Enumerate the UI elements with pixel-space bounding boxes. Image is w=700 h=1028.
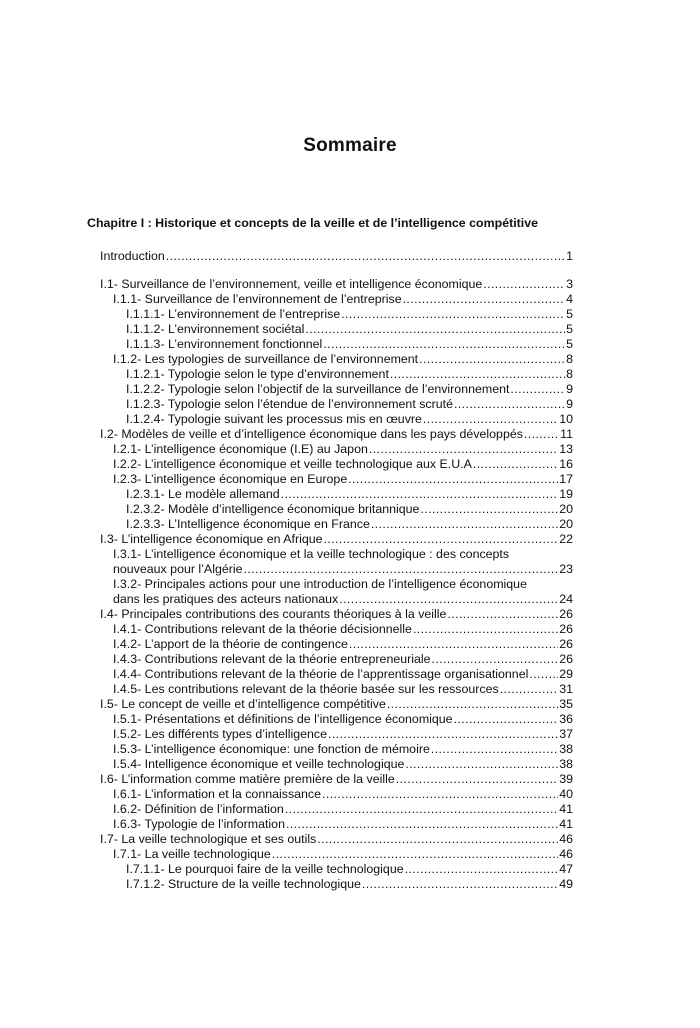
- toc-entry: [100, 532, 573, 547]
- dot-leader: [413, 622, 558, 637]
- toc-entry: [113, 547, 573, 577]
- dot-leader: [454, 712, 559, 727]
- dot-leader: [369, 442, 558, 457]
- toc-entry-row: [100, 832, 573, 847]
- toc-page-number: 19: [559, 487, 573, 501]
- dot-leader: [348, 472, 558, 487]
- toc-entry-title: I.2.3- L’intelligence économique en Europe: [113, 472, 348, 486]
- toc-page-number: 22: [559, 532, 573, 546]
- toc-entry: [113, 292, 573, 307]
- toc-entry-title: Introduction: [100, 249, 165, 263]
- toc-entry: [126, 397, 573, 412]
- toc-page-number: 4: [566, 292, 573, 306]
- toc-entry-title-line: I.3.1- L’intelligence économique et la veille technologique : des concepts: [113, 547, 510, 561]
- toc-entry-title: I.7- La veille technologique et ses outils: [100, 832, 317, 846]
- toc-entry-row: [126, 877, 573, 892]
- toc-entry: [100, 249, 573, 264]
- toc-entry: [113, 787, 573, 802]
- toc-entry-title: I.2.2- L’intelligence économique et veille technologique aux E.U.A: [113, 457, 472, 471]
- toc-entry-row: [113, 292, 573, 307]
- toc-entry-row: [113, 592, 573, 607]
- toc-entry-title: I.7.1.2- Structure de la veille technologique: [126, 877, 361, 891]
- toc-entry: [113, 637, 573, 652]
- toc-entry-row: [113, 652, 573, 667]
- toc-entry-title: I.4.4- Contributions relevant de la théorie de l’apprentissage organisationnel: [113, 667, 529, 681]
- toc-entry-title-line: I.3.2- Principales actions pour une introduction de l’intelligence économique: [113, 577, 527, 591]
- toc-entry-title: I.1.2.1- Typologie selon le type d’environnement: [126, 367, 389, 381]
- toc-entry-row: [126, 382, 573, 397]
- chapter-heading: Chapitre I : Historique et concepts de la veille et de l’intelligence compétitive: [87, 216, 538, 230]
- toc-entry-row: [113, 847, 573, 862]
- toc-entry: [113, 847, 573, 862]
- toc-entry: [126, 322, 573, 337]
- toc-entry: [100, 772, 573, 787]
- toc-entry-title: I.1.1- Surveillance de l’environnement de l’entreprise: [113, 292, 402, 306]
- toc-entry: [100, 277, 573, 292]
- dot-leader: [529, 667, 558, 682]
- toc-entry: [113, 712, 573, 727]
- toc-page-number: 37: [559, 727, 573, 741]
- dot-leader: [483, 277, 565, 292]
- toc-page-number: 24: [559, 592, 573, 606]
- toc-entry-row: [100, 532, 573, 547]
- toc-page-number: 11: [560, 427, 573, 441]
- toc-entry: [126, 862, 573, 877]
- toc-entry-title: I.6.2- Définition de l’information: [113, 802, 284, 816]
- toc-entry-title: I.1.1.2- L’environnement sociétal: [126, 322, 305, 336]
- toc-entry-row: [100, 697, 573, 712]
- toc-page-number: 41: [559, 817, 573, 831]
- toc-entry: [126, 517, 573, 532]
- toc-entry-title: I.5.1- Présentations et définitions de l’intelligence économique: [113, 712, 453, 726]
- toc-entry-row: [113, 817, 573, 832]
- toc-entry-title: I.4.1- Contributions relevant de la théorie décisionnelle: [113, 622, 412, 636]
- toc-page-number: 16: [559, 457, 573, 471]
- dot-leader: [405, 862, 559, 877]
- toc-page-number: 46: [559, 847, 573, 861]
- toc-page-number: 49: [559, 877, 573, 891]
- toc-page-number: 26: [559, 652, 573, 666]
- toc-entry-title: I.4.5- Les contributions relevant de la théorie basée sur les ressources: [113, 682, 499, 696]
- toc-entry-row: [113, 562, 573, 577]
- toc-page-number: 40: [559, 787, 573, 801]
- toc-entry-row: [113, 757, 573, 772]
- toc-entry-row: [126, 487, 573, 502]
- toc-entry-title: I.7.1.1- Le pourquoi faire de la veille technologique: [126, 862, 404, 876]
- dot-leader: [281, 487, 559, 502]
- toc-entry-title: I.5.4- Intelligence économique et veille technologique: [113, 757, 405, 771]
- toc-page-number: 31: [559, 682, 573, 696]
- toc-page-number: 13: [559, 442, 573, 456]
- toc-entry-row: [126, 367, 573, 382]
- toc-page-number: 26: [559, 637, 573, 651]
- toc-entry-row: [113, 442, 573, 457]
- toc-entry-row: [113, 682, 573, 697]
- dot-leader: [362, 877, 558, 892]
- dot-leader: [403, 292, 566, 307]
- dot-leader: [286, 817, 558, 832]
- dot-leader: [305, 322, 565, 337]
- toc-entry-title: I.1.2- Les typologies de surveillance de l’environnement: [113, 352, 419, 366]
- toc-entry-title: I.1.2.4- Typologie suivant les processus mis en œuvre: [126, 412, 422, 426]
- toc-entry: [126, 502, 573, 517]
- toc-entry: [113, 457, 573, 472]
- toc-entry-title: I.2.1- L’intelligence économique (I.E) au Japon: [113, 442, 368, 456]
- toc-page-number: 5: [566, 322, 573, 336]
- toc-entry-title: I.4.2- L’apport de la théorie de contingence: [113, 637, 348, 651]
- toc-entry: [126, 337, 573, 352]
- dot-leader: [419, 352, 565, 367]
- dot-leader: [473, 457, 558, 472]
- toc-entry-row: [126, 862, 573, 877]
- toc-entry-row: [126, 517, 573, 532]
- toc-entry: [100, 832, 573, 847]
- dot-leader: [500, 682, 559, 697]
- dot-leader: [447, 607, 558, 622]
- toc-page-number: 1: [566, 249, 573, 263]
- dot-leader: [405, 757, 558, 772]
- toc-entry: [113, 352, 573, 367]
- dot-leader: [341, 307, 565, 322]
- toc-page-number: 47: [559, 862, 573, 876]
- toc-page-number: 17: [559, 472, 573, 486]
- toc-entry-row: [113, 622, 573, 637]
- toc-entry-row: [113, 457, 573, 472]
- toc-entry: [113, 757, 573, 772]
- toc-entry-title: I.6- L’information comme matière première de la veille: [100, 772, 395, 786]
- toc-page-number: 5: [566, 307, 573, 321]
- toc-entry: [126, 307, 573, 322]
- toc-page-number: 8: [566, 352, 573, 366]
- dot-leader: [524, 427, 559, 442]
- toc-entry: [113, 682, 573, 697]
- dot-leader: [396, 772, 558, 787]
- dot-leader: [349, 637, 558, 652]
- toc-page-number: 3: [566, 277, 573, 291]
- toc-page-number: 38: [559, 757, 573, 771]
- toc-page-number: 29: [559, 667, 573, 681]
- dot-leader: [390, 367, 565, 382]
- toc-page-number: 20: [559, 502, 573, 516]
- toc-entry: [126, 367, 573, 382]
- dot-leader: [371, 517, 558, 532]
- toc-entry-title: I.6.1- L’information et la connaissance: [113, 787, 322, 801]
- dot-leader: [323, 337, 565, 352]
- toc-page-number: 10: [559, 412, 573, 426]
- dot-leader: [285, 802, 558, 817]
- toc-entry-row: [113, 802, 573, 817]
- dot-leader: [166, 249, 565, 264]
- toc-entry-row: [113, 787, 573, 802]
- toc-entry: [113, 577, 573, 607]
- toc-entry: [126, 487, 573, 502]
- toc-entry-title: I.5- Le concept de veille et d’intelligence compétitive: [100, 697, 386, 711]
- toc-page-number: 35: [559, 697, 573, 711]
- toc-page-number: 26: [559, 607, 573, 621]
- toc-entry-row: [113, 667, 573, 682]
- toc-page-number: 5: [566, 337, 573, 351]
- toc-entry: [113, 622, 573, 637]
- toc-entry: [100, 607, 573, 622]
- toc-entry: [113, 667, 573, 682]
- toc-entry-title: I.2.3.1- Le modèle allemand: [126, 487, 280, 501]
- toc-entry-row: [113, 727, 573, 742]
- toc-page-number: 36: [559, 712, 573, 726]
- toc-entry-title: I.2.3.3- L’Intelligence économique en France: [126, 517, 370, 531]
- toc-entry-title: I.5.2- Les différents types d’intelligence: [113, 727, 327, 741]
- toc-entry-title: I.7.1- La veille technologique: [113, 847, 271, 861]
- toc-entry-row: [113, 637, 573, 652]
- dot-leader: [387, 697, 558, 712]
- dot-leader: [328, 727, 558, 742]
- toc-entry: [113, 652, 573, 667]
- dot-leader: [244, 562, 559, 577]
- toc-entry: [113, 802, 573, 817]
- toc-entry: [100, 697, 573, 712]
- toc-entry-row: [113, 472, 573, 487]
- toc-page-number: 8: [566, 367, 573, 381]
- dot-leader: [510, 382, 565, 397]
- toc-entry: [100, 427, 573, 442]
- toc-entry-row: [100, 772, 573, 787]
- dot-leader: [454, 397, 565, 412]
- toc-page-number: 41: [559, 802, 573, 816]
- toc-entry: [113, 727, 573, 742]
- toc-entry-title: I.1.1.1- L’environnement de l’entreprise: [126, 307, 341, 321]
- toc-entry-title: I.4.3- Contributions relevant de la théorie entrepreneuriale: [113, 652, 431, 666]
- dot-leader: [423, 412, 558, 427]
- toc-page-number: 20: [559, 517, 573, 531]
- toc-entry: [126, 412, 573, 427]
- dot-leader: [272, 847, 558, 862]
- toc-entry-row: [126, 502, 573, 517]
- toc-page-number: 39: [559, 772, 573, 786]
- toc-entry-row: [126, 412, 573, 427]
- toc-page-number: 38: [559, 742, 573, 756]
- toc-entry: [126, 382, 573, 397]
- dot-leader: [317, 832, 558, 847]
- toc-entry-title: I.4- Principales contributions des courants théoriques à la veille: [100, 607, 447, 621]
- toc-page-number: 23: [559, 562, 573, 576]
- toc-entry-row: [100, 427, 573, 442]
- toc-entry-row: [113, 712, 573, 727]
- toc-entry-title: I.1.2.2- Typologie selon l’objectif de la surveillance de l’environnement: [126, 382, 510, 396]
- dot-leader: [420, 502, 558, 517]
- dot-leader: [322, 787, 558, 802]
- dot-leader: [339, 592, 558, 607]
- toc-entry-row: [126, 307, 573, 322]
- toc-entry-title: nouveaux pour l’Algérie: [113, 562, 243, 576]
- toc-entry: [126, 877, 573, 892]
- toc-entry-title: I.2- Modèles de veille et d’intelligence économique dans les pays développés: [100, 427, 523, 441]
- toc-entry-row: [126, 337, 573, 352]
- page-title: Sommaire: [303, 135, 397, 156]
- dot-leader: [432, 652, 559, 667]
- dot-leader: [324, 532, 559, 547]
- toc-entry-title: I.2.3.2- Modèle d’intelligence économique britannique: [126, 502, 420, 516]
- toc-entry: [113, 742, 573, 757]
- toc-entry-title: dans les pratiques des acteurs nationaux: [113, 592, 339, 606]
- dot-leader: [431, 742, 558, 757]
- toc-entry: [113, 472, 573, 487]
- toc-page-number: 46: [559, 832, 573, 846]
- toc-entry-row: [100, 277, 573, 292]
- toc-entry-title: I.1- Surveillance de l’environnement, veille et intelligence économique: [100, 277, 483, 291]
- toc-entry-row: [126, 397, 573, 412]
- toc-page-number: 9: [566, 397, 573, 411]
- toc-entry-row: [126, 322, 573, 337]
- toc-entry-title: I.3- L’intelligence économique en Afrique: [100, 532, 323, 546]
- toc-page-number: 9: [566, 382, 573, 396]
- toc-entry-title: I.1.2.3- Typologie selon l’étendue de l’environnement scruté: [126, 397, 453, 411]
- toc-entry-row: [100, 607, 573, 622]
- toc-entry-title: I.1.1.3- L’environnement fonctionnel: [126, 337, 323, 351]
- toc-entry-row: [113, 352, 573, 367]
- toc-entry-row: [100, 249, 573, 264]
- toc-entry: [113, 442, 573, 457]
- toc-page-number: 26: [559, 622, 573, 636]
- toc-entry-row: [113, 742, 573, 757]
- toc-entry-title: I.5.3- L’intelligence économique: une fonction de mémoire: [113, 742, 430, 756]
- toc-entry: [113, 817, 573, 832]
- toc-entry-title: I.6.3- Typologie de l’information: [113, 817, 285, 831]
